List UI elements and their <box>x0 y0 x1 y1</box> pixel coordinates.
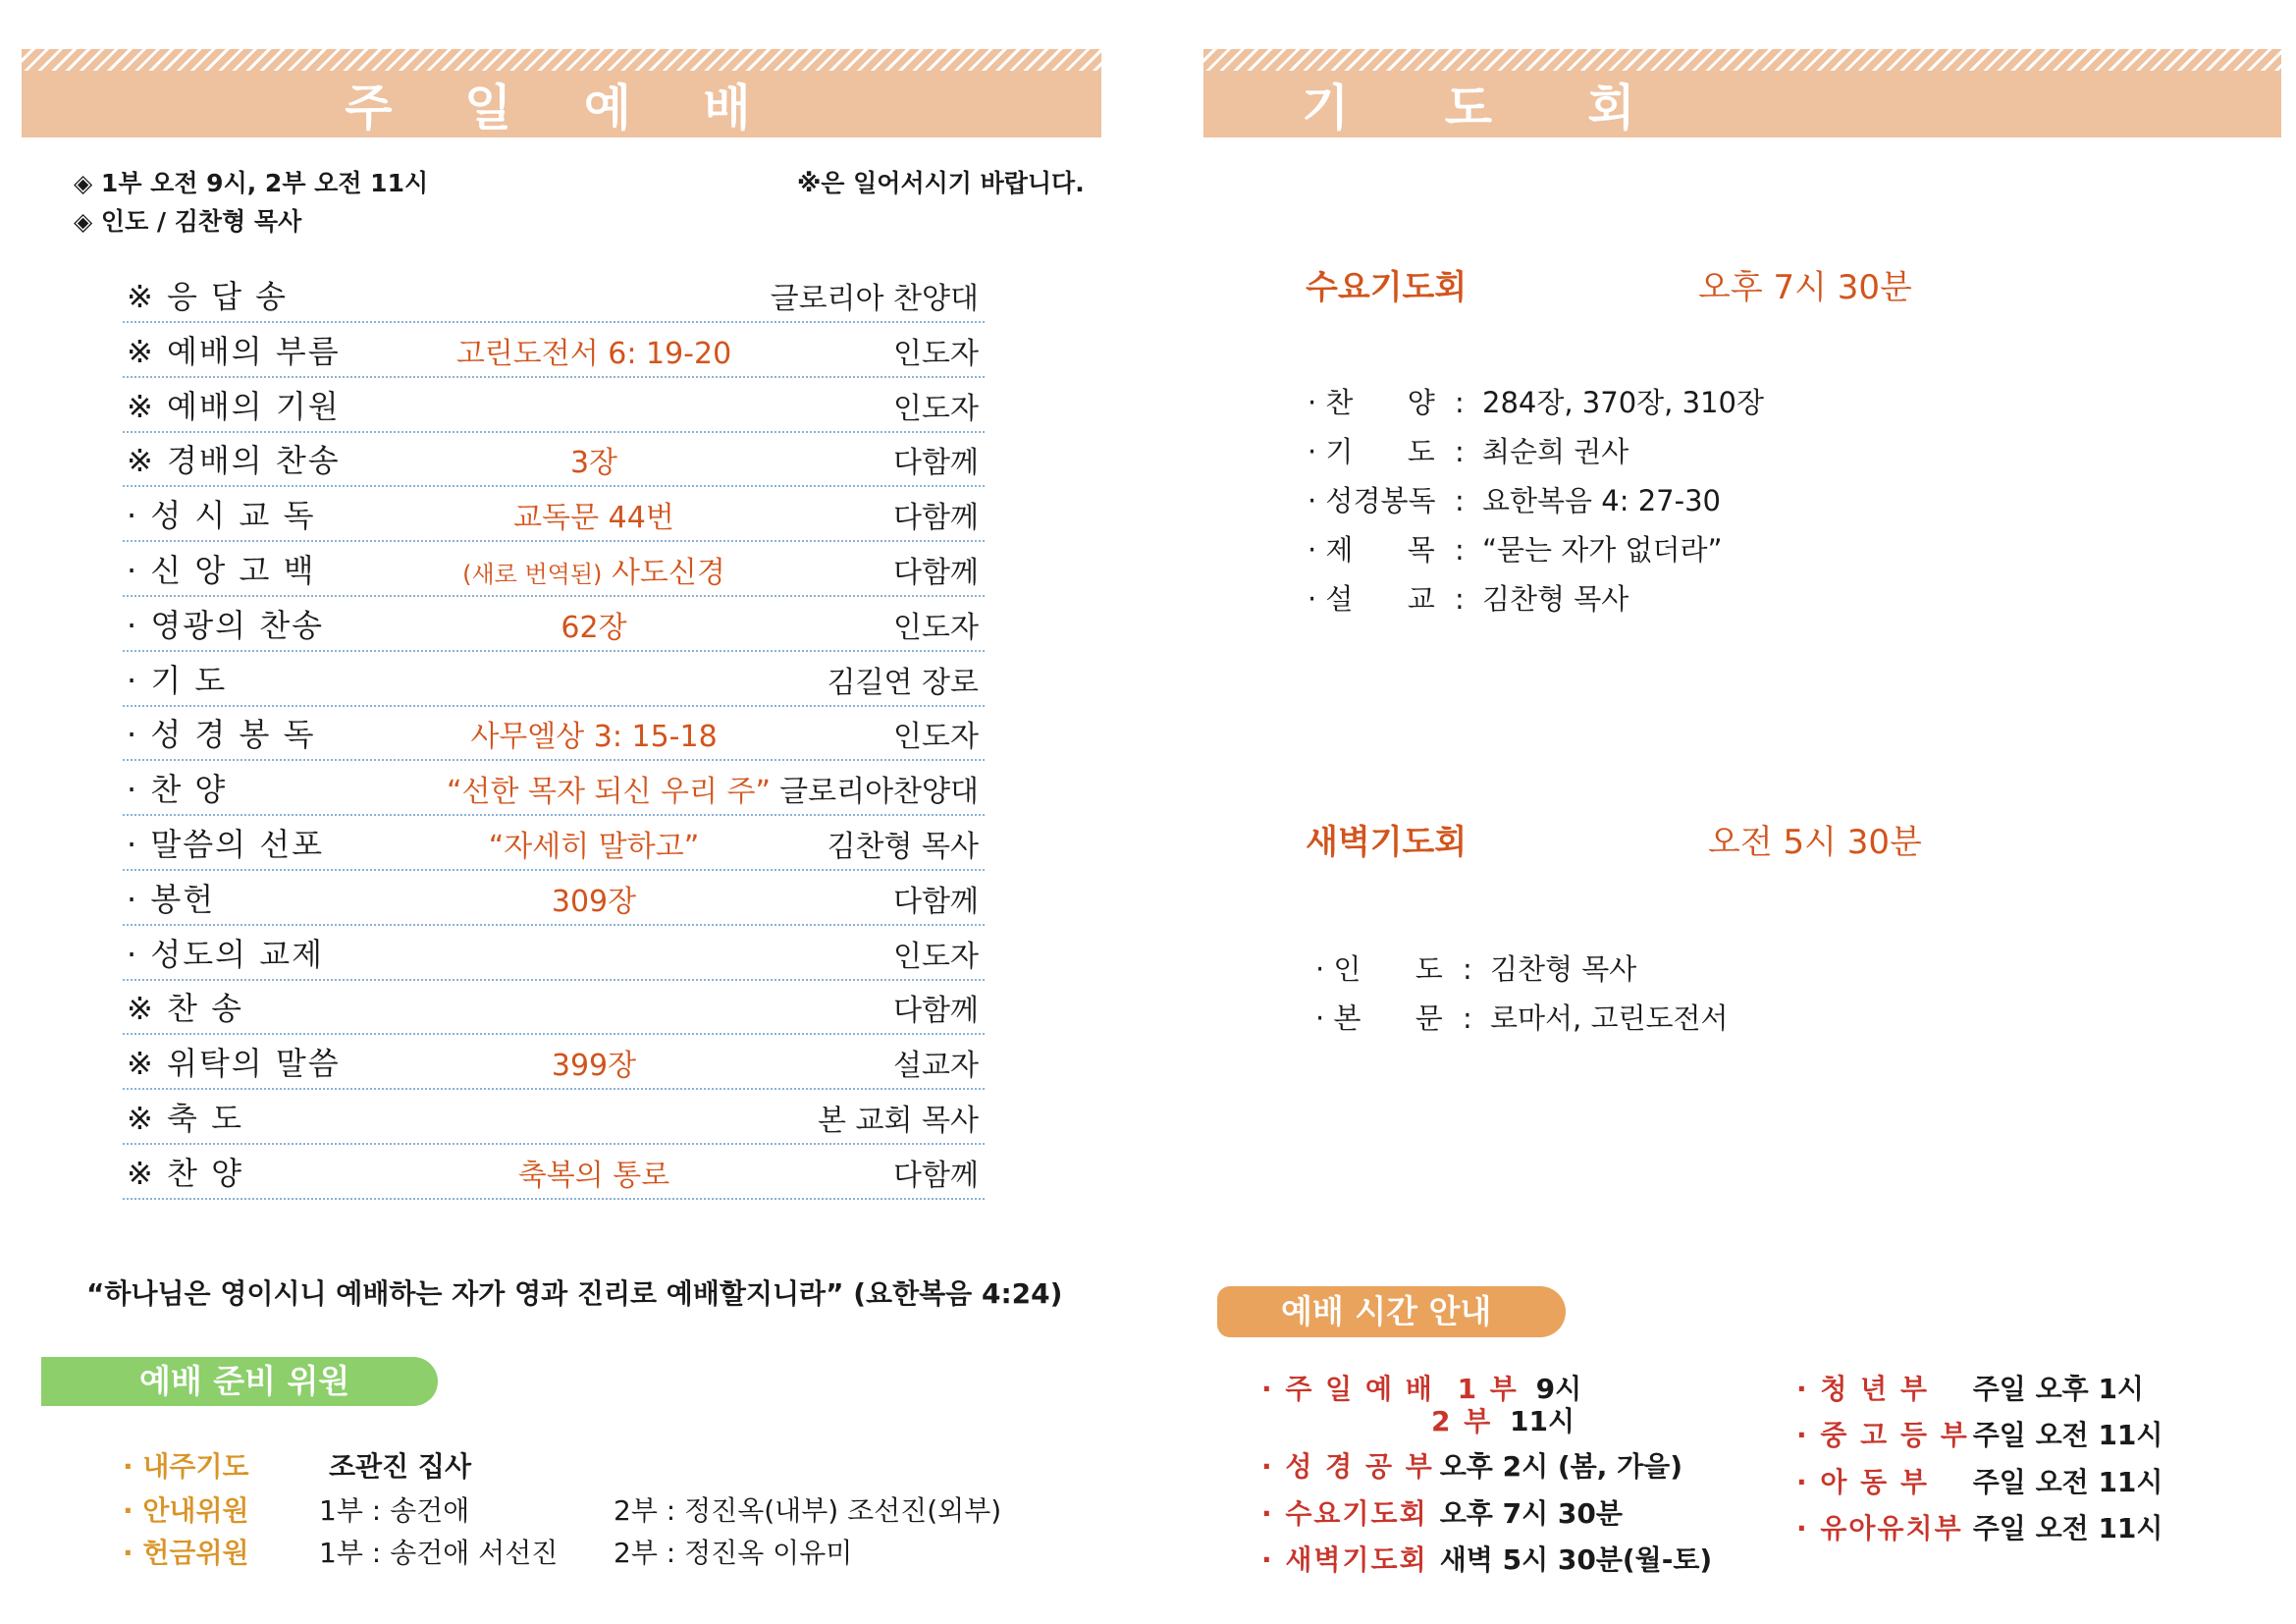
order-item-detail: 399장 <box>551 1049 637 1084</box>
wednesday-item <box>1308 577 1629 618</box>
dawn-item <box>1315 997 1729 1037</box>
schedule-row <box>1431 1400 1575 1439</box>
order-item-label: ※ 찬 송 <box>127 990 243 1028</box>
order-row <box>123 1037 985 1090</box>
order-item-detail: 교독문 44번 <box>513 501 674 536</box>
order-row <box>123 380 985 433</box>
schedule-row <box>1261 1539 1712 1578</box>
order-item-leader: 설교자 <box>893 1049 979 1084</box>
wednesday-item-key: · 기 도 <box>1308 435 1435 468</box>
order-item-label: ※ 위탁의 말씀 <box>127 1045 341 1083</box>
order-item-detail: 62장 <box>561 610 627 645</box>
order-item-label: · 성 경 봉 독 <box>127 716 316 754</box>
order-item-label: ※ 경배의 찬송 <box>127 442 341 480</box>
order-item-leader: 인도자 <box>893 720 979 755</box>
colon: : <box>1455 484 1465 517</box>
order-item-leader: 다함께 <box>893 446 979 481</box>
team-row-label: · 안내위원 <box>123 1494 249 1527</box>
schedule-label: · 유아유치부 <box>1796 1512 1963 1544</box>
order-item-label: · 성도의 교제 <box>127 935 325 973</box>
wednesday-title: 수요기도회 <box>1306 268 1468 307</box>
schedule-label: · 성 경 공 부 <box>1261 1450 1434 1483</box>
schedule-value: 9시 <box>1535 1373 1582 1405</box>
verse: “하나님은 영이시니 예배하는 자가 영과 진리로 예배할지니라” (요한복음 4:24) <box>86 1277 1063 1310</box>
schedule-label: · 수요기도회 <box>1261 1497 1428 1530</box>
order-item-leader: 본 교회 목사 <box>818 1104 979 1138</box>
order-row <box>123 818 985 871</box>
schedule-label: · 청 년 부 <box>1796 1373 1930 1405</box>
prayer-meeting-banner <box>1203 49 2281 137</box>
team-row-label: · 내주기도 <box>123 1450 249 1483</box>
schedule-label: · 새벽기도회 <box>1261 1543 1428 1576</box>
order-item-label: ※ 예배의 부름 <box>127 332 341 370</box>
team-row-value: 1부 : 송건애 서선진 <box>319 1537 559 1569</box>
order-row <box>123 1092 985 1145</box>
prayer-meeting-title-text: 기 도 회 <box>1302 80 1675 136</box>
wednesday-item <box>1308 528 1723 568</box>
schedule-label: · 아 동 부 <box>1796 1466 1930 1498</box>
schedule-row <box>1796 1368 2144 1407</box>
order-item-detail <box>447 548 741 591</box>
banner-stripe <box>1203 49 2281 71</box>
prep-team-title-text: 예배 준비 위원 <box>139 1362 350 1400</box>
wednesday-item <box>1308 381 1764 421</box>
order-row <box>123 599 985 652</box>
schedule-label: · 주 일 예 배 <box>1261 1373 1434 1405</box>
team-row-value: 1부 : 송건애 <box>319 1494 470 1527</box>
dawn-item-key: · 본 문 <box>1315 1001 1443 1035</box>
order-item-label: · 찬 양 <box>127 771 228 809</box>
dawn-item-value: 김찬형 목사 <box>1490 952 1637 986</box>
colon: : <box>1455 533 1465 567</box>
team-row-value-2: 2부 : 정진옥(내부) 조선진(외부) <box>614 1494 1002 1527</box>
wednesday-item-value: 김찬형 목사 <box>1482 582 1629 616</box>
order-item-leader: 김길연 장로 <box>827 665 979 700</box>
schedule-value: 주일 오전 11시 <box>1972 1419 2163 1451</box>
schedule-row <box>1261 1492 1623 1532</box>
order-item-label: · 봉헌 <box>127 880 216 918</box>
order-row <box>123 708 985 761</box>
order-item-label: ※ 응 답 송 <box>127 278 289 315</box>
order-row <box>123 654 985 707</box>
service-times: ◈ 1부 오전 9시, 2부 오전 11시 <box>74 169 429 197</box>
prayer-meeting-title <box>1203 71 2281 137</box>
order-row <box>123 544 985 597</box>
schedule-value: 오후 2시 (봄, 가을) <box>1439 1450 1682 1483</box>
schedule-sub: 1 부 <box>1457 1373 1519 1405</box>
sunday-service-title: 주 일 예 배 <box>345 80 778 136</box>
schedule-row <box>1261 1445 1682 1485</box>
order-item-leader: 인도자 <box>893 391 979 426</box>
colon: : <box>1463 952 1472 986</box>
order-item-label: · 신 앙 고 백 <box>127 552 316 589</box>
schedule-value: 주일 오후 1시 <box>1972 1373 2144 1405</box>
wednesday-item <box>1308 479 1721 519</box>
schedule-row <box>1796 1414 2163 1453</box>
order-item-leader: 다함께 <box>893 994 979 1029</box>
order-item-label: · 영광의 찬송 <box>127 606 325 644</box>
order-item-detail: 고린도전서 6: 19-20 <box>455 336 732 371</box>
order-item-detail-prefix: (새로 번역된) <box>462 561 603 588</box>
order-item-leader: 글로리아 찬양대 <box>770 282 979 316</box>
order-row <box>123 873 985 926</box>
order-item-leader: 다함께 <box>893 556 979 590</box>
wednesday-item-key: · 찬 양 <box>1308 386 1435 419</box>
schedule-title <box>1217 1286 1566 1337</box>
schedule-label: · 중 고 등 부 <box>1796 1419 1969 1451</box>
dawn-title: 새벽기도회 <box>1306 823 1468 862</box>
prep-team-title <box>41 1357 438 1406</box>
wednesday-item-key: · 설 교 <box>1308 582 1435 616</box>
team-row <box>123 1445 471 1485</box>
colon: : <box>1455 386 1465 419</box>
schedule-value: 주일 오전 11시 <box>1972 1512 2163 1544</box>
order-item-label: · 기 도 <box>127 661 228 699</box>
order-item-leader: 다함께 <box>893 884 979 919</box>
order-row <box>123 1147 985 1200</box>
schedule-sub: 2 부 <box>1431 1405 1493 1437</box>
schedule-row <box>1796 1507 2163 1546</box>
wednesday-item-key: · 성경봉독 <box>1308 484 1436 517</box>
service-leader: ◈ 인도 / 김찬형 목사 <box>74 207 302 236</box>
order-row <box>123 325 985 378</box>
wednesday-item <box>1308 430 1629 470</box>
order-item-label: ※ 예배의 기원 <box>127 387 341 425</box>
wednesday-item-key: · 제 목 <box>1308 533 1435 567</box>
dawn-item <box>1315 947 1636 988</box>
order-row <box>123 434 985 487</box>
team-row <box>123 1532 1104 1571</box>
colon: : <box>1463 1001 1472 1035</box>
order-item-leader: 다함께 <box>893 501 979 536</box>
order-item-leader: 글로리아찬양대 <box>779 775 979 810</box>
team-row-label: · 헌금위원 <box>123 1537 249 1569</box>
banner-stripe <box>22 49 1101 71</box>
wednesday-item-value: 최순희 권사 <box>1482 435 1629 468</box>
order-item-leader: 김찬형 목사 <box>827 830 979 864</box>
wednesday-item-value: “묻는 자가 없더라” <box>1482 533 1723 567</box>
wednesday-item-value: 요한복음 4: 27-30 <box>1482 484 1721 517</box>
order-row <box>123 928 985 981</box>
team-row-value-2: 2부 : 정진옥 이유미 <box>614 1537 853 1569</box>
order-item-leader: 인도자 <box>893 610 979 645</box>
order-item-detail: 축복의 통로 <box>517 1158 670 1193</box>
order-item-detail-main: 사도신경 <box>602 556 725 590</box>
team-row <box>123 1489 1104 1529</box>
order-item-leader: 인도자 <box>893 939 979 974</box>
colon: : <box>1455 435 1465 468</box>
dawn-item-key: · 인 도 <box>1315 952 1443 986</box>
order-item-leader: 인도자 <box>893 336 979 371</box>
wednesday-time: 오후 7시 30분 <box>1698 268 1912 307</box>
schedule-value: 새벽 5시 30분(월-토) <box>1439 1543 1713 1576</box>
order-row <box>123 982 985 1035</box>
team-row-value: 조관진 집사 <box>329 1450 471 1483</box>
schedule-value: 11시 <box>1510 1405 1575 1437</box>
schedule-row <box>1796 1461 2163 1500</box>
schedule-value: 오후 7시 30분 <box>1439 1497 1623 1530</box>
order-item-label: ※ 축 도 <box>127 1100 243 1137</box>
order-item-leader: 다함께 <box>893 1158 979 1193</box>
order-item-label: · 말씀의 선포 <box>127 826 325 863</box>
order-item-detail: 사무엘상 3: 15-18 <box>470 720 718 755</box>
order-item-detail: 3장 <box>569 446 618 481</box>
wednesday-item-value: 284장, 370장, 310장 <box>1482 386 1764 419</box>
sunday-service-banner <box>22 49 1101 137</box>
order-row <box>123 489 985 542</box>
dawn-item-value: 로마서, 고린도전서 <box>1490 1001 1729 1035</box>
order-item-label: · 성 시 교 독 <box>127 497 316 535</box>
schedule-value: 주일 오전 11시 <box>1972 1466 2163 1498</box>
stand-note: ※은 일어서시기 바랍니다. <box>797 169 1085 197</box>
order-item-detail: 309장 <box>551 884 637 919</box>
order-item-detail: “자세히 말하고” <box>488 830 700 864</box>
dawn-time: 오전 5시 30분 <box>1708 823 1922 862</box>
colon: : <box>1455 582 1465 616</box>
order-row <box>123 270 985 323</box>
order-item-label: ※ 찬 양 <box>127 1154 243 1192</box>
order-row <box>123 763 985 816</box>
order-item-detail: “선한 목자 되신 우리 주” <box>447 775 772 810</box>
schedule-title-text: 예배 시간 안내 <box>1281 1292 1492 1330</box>
